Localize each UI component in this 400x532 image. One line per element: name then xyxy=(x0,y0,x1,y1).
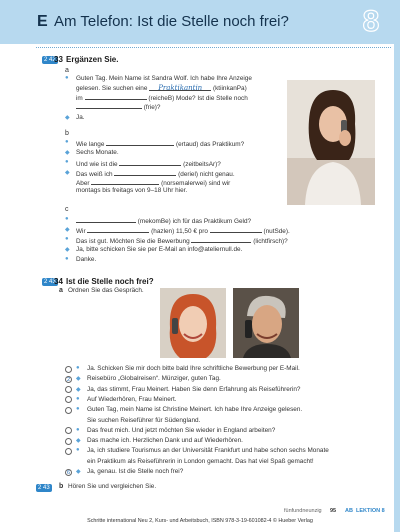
dialog-line: Ja, das stimmt, Frau Meinert. Haben Sie denn Erfahrung als Reiseführerin? xyxy=(87,385,301,393)
bullet-icon: ◆ xyxy=(76,469,81,475)
text-segment: (frie)? xyxy=(143,104,161,111)
dialog-line: Das freut mich. Und jetzt möchten Sie wieder in England arbeiten? xyxy=(87,426,276,434)
subtask-letter: b xyxy=(59,483,64,490)
text-segment: gelesen. Sie suchen eine xyxy=(76,85,148,92)
text-segment: Das ist gut. Möchten Sie die Bewerbung xyxy=(76,238,190,245)
bullet-icon: ● xyxy=(76,365,80,371)
dialog-line xyxy=(76,84,247,93)
page-number-word: fünfundneunzig xyxy=(284,508,322,514)
answer-field[interactable] xyxy=(114,169,176,176)
task-number: 34 xyxy=(54,277,63,286)
order-number-field[interactable] xyxy=(65,366,72,373)
text-segment: (norsemalerwei) sind wir xyxy=(161,180,231,187)
dialog-line: Auf Wiederhören, Frau Meinert. xyxy=(87,395,177,403)
bullet-icon: ● xyxy=(65,216,69,222)
subtask-letter: c xyxy=(65,206,69,213)
dialog-line: Ja, ich studiere Tourismus an der Universität Frankfurt und habe schon sechs Monate xyxy=(87,447,329,455)
dialog-line: Ja, bitte schicken Sie sie per E-Mail an info@ateliernull.de. xyxy=(76,246,243,253)
dialog-line xyxy=(76,102,160,112)
task-title: Ist die Stelle noch frei? xyxy=(66,277,154,286)
bullet-icon: ● xyxy=(65,256,69,262)
text-segment: Das weiß ich xyxy=(76,171,113,178)
dialog-line: Sie suchen Reiseführer für Südengland. xyxy=(87,416,201,424)
handwritten-answer: Praktikantin xyxy=(158,84,203,92)
bullet-icon: ◆ xyxy=(65,150,70,156)
bullet-icon: ● xyxy=(76,426,80,433)
dialog-line: Danke. xyxy=(76,256,97,263)
bullet-icon: ● xyxy=(76,395,80,402)
instruction-text: Ordnen Sie das Gespräch. xyxy=(68,287,144,294)
answer-field[interactable] xyxy=(76,102,142,109)
dialog-line: Sechs Monate. xyxy=(76,149,119,156)
photo-man-on-phone xyxy=(233,288,299,358)
dialog-line: Ja. xyxy=(76,114,85,121)
text-segment: im xyxy=(76,95,83,102)
section-letter: E xyxy=(37,13,48,30)
bullet-icon: ● xyxy=(65,75,69,81)
bullet-icon: ● xyxy=(76,406,80,413)
bullet-icon: ◆ xyxy=(65,170,70,176)
photo-woman-red-hair xyxy=(160,288,226,358)
bullet-icon: ◆ xyxy=(65,115,70,121)
answer-field[interactable] xyxy=(76,216,136,223)
dialog-line xyxy=(76,139,244,149)
answer-field[interactable] xyxy=(87,226,149,233)
dialog-line: ein Praktikum als Reiseführerin in London gemacht. Das hat viel Spaß gemacht! xyxy=(87,457,314,465)
dialog-line: Ja. Schicken Sie mir doch bitte bald Ihre schriftliche Bewerbung per E-Mail. xyxy=(87,365,300,372)
dialog-line: montags bis freitags von 9–18 Uhr hier. xyxy=(76,187,188,194)
answer-field[interactable] xyxy=(119,159,181,166)
text-segment: (lichtfirsch)? xyxy=(253,238,288,245)
answer-field[interactable] xyxy=(106,139,174,146)
order-number-field[interactable] xyxy=(65,407,72,414)
section-title: Am Telefon: Ist die Stelle noch frei? xyxy=(54,13,289,30)
text-segment: (ktiinkanPa) xyxy=(212,85,247,92)
dialog-line: Ja, genau. Ist die Stelle noch frei? xyxy=(87,468,184,475)
dialog-line: Guten Tag. Mein Name ist Sandra Wolf. Ich habe Ihre Anzeige xyxy=(76,75,252,82)
answer-field[interactable] xyxy=(210,226,262,233)
dialog-line xyxy=(76,216,251,226)
page-header xyxy=(0,0,400,44)
bullet-icon: ◆ xyxy=(65,247,70,253)
bullet-icon: ◆ xyxy=(76,386,81,393)
photo-illustration xyxy=(287,80,375,205)
dialog-line: Das mache ich. Herzlichen Dank und auf Wiederhören. xyxy=(87,437,243,445)
text-segment: (zeitbeitsAr)? xyxy=(183,161,221,168)
task-number: 33 xyxy=(54,55,63,64)
text-segment: (nutSde). xyxy=(263,228,290,235)
audio-cd-icon: 2 43 xyxy=(38,485,50,491)
answer-field[interactable] xyxy=(149,84,211,91)
dialog-line xyxy=(76,236,288,246)
order-number-field[interactable] xyxy=(65,386,72,393)
subtask-letter: a xyxy=(65,67,69,74)
order-number-field[interactable] xyxy=(65,396,72,403)
text-segment: Wie lange xyxy=(76,141,105,148)
header-divider xyxy=(36,47,391,48)
text-segment: (hazlen) 11,50 € pro xyxy=(151,228,208,235)
order-number-field[interactable] xyxy=(65,427,72,434)
bullet-icon: ● xyxy=(76,447,80,454)
bullet-icon: ◆ xyxy=(65,227,70,233)
text-segment: (reicheB) Mode? Ist die Stelle noch xyxy=(148,95,248,102)
task-title: Ergänzen Sie. xyxy=(66,55,119,64)
subtask-letter: b xyxy=(65,130,69,137)
text-segment: (deriel) nicht genau. xyxy=(178,171,235,178)
dialog-line xyxy=(76,226,290,236)
order-number-field[interactable]: 2 xyxy=(66,376,71,383)
workbook-label: AB xyxy=(345,508,353,514)
answer-field[interactable] xyxy=(191,236,251,243)
lesson-label: LEKTION 8 xyxy=(356,508,385,514)
copyright-line: Schritte international Neu 2, Kurs- und Arbeitsbuch, ISBN 978-3-19-601082-4 © Hueber Verlag xyxy=(87,518,313,524)
bullet-icon: ● xyxy=(65,159,69,165)
text-segment: (mekomBe) ich für das Praktikum Geld? xyxy=(137,218,252,225)
bullet-icon: ◆ xyxy=(76,438,81,445)
subtask-letter: a xyxy=(59,287,63,294)
text-segment: Aber xyxy=(76,180,90,187)
dialog-line xyxy=(76,159,221,169)
order-number-field[interactable] xyxy=(65,438,72,445)
text-segment: Und wie ist die xyxy=(76,161,118,168)
audio-cd-icon: 2 42 xyxy=(44,57,56,63)
bullet-icon: ● xyxy=(65,236,69,242)
page-number: 95 xyxy=(330,508,337,514)
audio-cd-icon: 2 43 xyxy=(44,279,56,285)
bullet-icon: ● xyxy=(65,139,69,145)
right-edge-bar xyxy=(394,44,400,532)
bullet-icon: ◆ xyxy=(76,376,81,383)
order-number-field[interactable] xyxy=(65,448,72,455)
photo-illustration xyxy=(160,288,226,358)
text-segment: (ertaud) das Praktikum? xyxy=(175,141,245,148)
text-segment: Wir xyxy=(76,228,86,235)
instruction-text: Hören Sie und vergleichen Sie. xyxy=(68,483,157,490)
answer-field[interactable] xyxy=(85,93,147,100)
dialog-line: Reisebüro „Globalreisen“. Münziger, guten Tag. xyxy=(87,375,221,383)
photo-illustration xyxy=(233,288,299,358)
order-number-field[interactable]: 6 xyxy=(66,469,71,476)
dialog-line: Guten Tag, mein Name ist Christine Meinert. Ich habe Ihre Anzeige gelesen. xyxy=(87,406,303,414)
photo-woman-on-phone xyxy=(287,80,375,205)
answer-field[interactable] xyxy=(91,178,159,185)
lesson-number: 8 xyxy=(362,5,380,38)
